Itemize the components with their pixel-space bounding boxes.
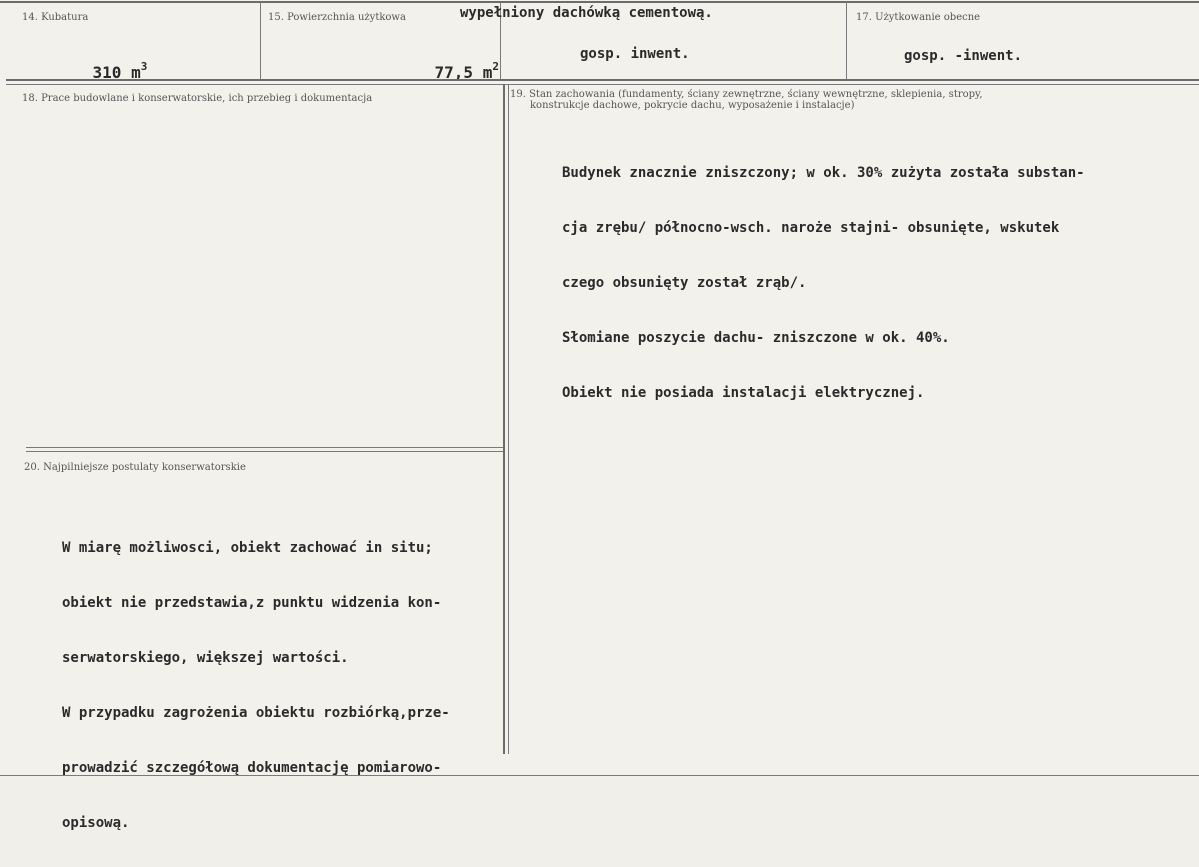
divider-14-15 [260,2,261,79]
field-15-value [396,44,499,101]
section-18-label: 18. Prace budowlane i konserwatorskie, ich przebieg i dokumentacja [22,93,373,104]
field-14-label: 14. Kubatura [22,12,89,23]
main-vertical-divider-2 [508,84,509,754]
section-20-label: 20. Najpilniejsze postulaty konserwatorskie [24,462,246,473]
section-20-line: serwatorskiego, większej wartości. [62,650,349,666]
section-19-text [562,130,1085,437]
section-20-text [62,505,450,867]
section-19-line: cja zrębu/ północno-wsch. naroże stajni- obsunięte, wskutek [562,220,1060,236]
cubature-unit-exponent: 3 [140,60,148,73]
cubature-value: 310 m [92,63,141,82]
top-border [0,1,1199,3]
section-19-line: Budynek znacznie zniszczony; w ok. 30% zużyta została substan- [562,165,1085,181]
usable-area-value: 77,5 m [434,63,493,82]
section-20-line: W miarę możliwosci, obiekt zachować in situ; [62,540,433,556]
section-19-line: Obiekt nie posiada instalacji elektrycznej. [562,385,925,401]
field-15-label: 15. Powierzchnia użytkowa [268,12,406,23]
section-19-line: Słomiane poszycie dachu- zniszczone w ok. 40%. [562,330,950,346]
section-19-line: czego obsunięty został zrąb/. [562,275,807,291]
divider-16-17 [846,2,847,79]
section-20-line: prowadzić szczegółową dokumentację pomiarowo- [62,760,442,776]
section-18-20-divider-2 [26,451,503,452]
main-vertical-divider [503,84,505,754]
bottom-border [0,775,1199,776]
section-18-20-divider [26,447,503,448]
field-17-label: 17. Użytkowanie obecne [856,12,981,23]
field-16-overlay-text: wypełniony dachówką cementową. [460,5,713,21]
section-20-line: obiekt nie przedstawia,z punktu widzenia kon- [62,595,442,611]
area-unit-exponent: 2 [492,60,499,73]
field-17-value: gosp. -inwent. [904,48,1023,64]
top-row-bottom-rule [6,79,1199,81]
section-19-label-line2: konstrukcje dachowe, pokrycie dachu, wyposażenie i instalacje) [530,100,855,111]
section-20-line: W przypadku zagrożenia obiektu rozbiórką,prze- [62,705,450,721]
top-row-bottom-rule-2 [6,84,1199,85]
section-19-label-line1: 19. Stan zachowania (fundamenty, ściany zewnętrzne, ściany wewnętrzne, sklepienia, stropy, [510,89,983,100]
field-16-value: gosp. inwent. [580,46,690,62]
section-20-line: opisową. [62,815,130,831]
